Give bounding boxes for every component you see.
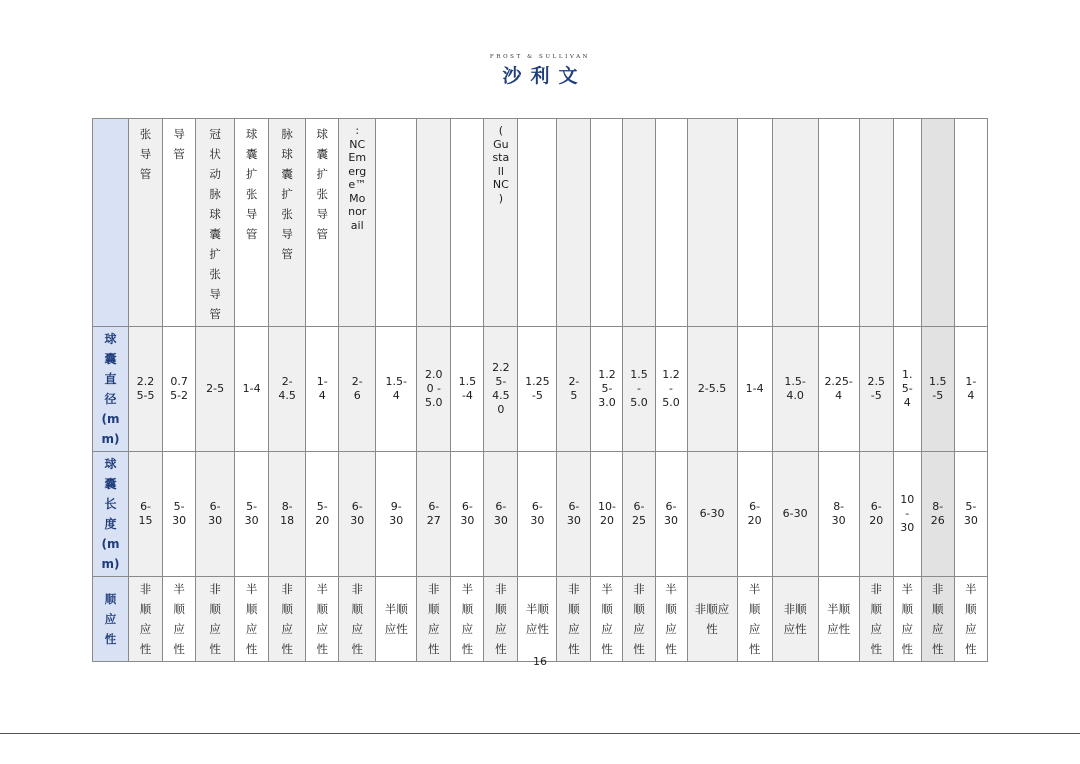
length-cell: 6- 20 <box>859 452 893 577</box>
product-name-cell <box>921 119 954 327</box>
logo-english-text: FROST & SULLIVAN <box>489 54 591 60</box>
row-header-diameter: 球 囊 直 径 (m m) <box>93 327 129 452</box>
product-name-cell <box>687 119 737 327</box>
compliance-cell: 半顺 应性 <box>376 577 417 662</box>
product-name-cell <box>818 119 859 327</box>
product-name-cell <box>893 119 921 327</box>
product-name-cell <box>376 119 417 327</box>
diameter-cell: 2.5 -5 <box>859 327 893 452</box>
compliance-cell: 非顺应 性 <box>687 577 737 662</box>
diameter-cell: 1- 4 <box>306 327 339 452</box>
compliance-cell: 非 顺 应 性 <box>129 577 163 662</box>
diameter-cell: 2- 4.5 <box>269 327 306 452</box>
product-name-cell <box>451 119 484 327</box>
product-name-cell <box>518 119 557 327</box>
length-cell: 6- 30 <box>557 452 591 577</box>
compliance-row <box>93 577 988 662</box>
compliance-cell: 半 顺 应 性 <box>591 577 623 662</box>
compliance-cell: 非 顺 应 性 <box>557 577 591 662</box>
compliance-cell: 非 顺 应 性 <box>859 577 893 662</box>
length-cell: 6- 30 <box>196 452 235 577</box>
diameter-cell: 1. 5- 4 <box>893 327 921 452</box>
diameter-cell: 0.7 5-2 <box>163 327 196 452</box>
diameter-cell: 2- 5 <box>557 327 591 452</box>
diameter-cell: 1.2 5- 3.0 <box>591 327 623 452</box>
compliance-cell: 非 顺 应 性 <box>623 577 655 662</box>
product-name-cell <box>591 119 623 327</box>
length-cell: 6-30 <box>687 452 737 577</box>
product-name-cell <box>557 119 591 327</box>
diameter-cell: 1.5 -4 <box>451 327 484 452</box>
length-cell: 10- 20 <box>591 452 623 577</box>
compliance-cell: 非 顺 应 性 <box>484 577 518 662</box>
length-cell: 6- 15 <box>129 452 163 577</box>
length-cell: 6-30 <box>772 452 818 577</box>
product-name-cell: ( Gu sta ll NC ) <box>484 119 518 327</box>
compliance-cell: 非 顺 应 性 <box>921 577 954 662</box>
diameter-cell: 2.0 0 - 5.0 <box>417 327 451 452</box>
diameter-cell: 1.5- 4 <box>376 327 417 452</box>
diameter-cell: 2.2 5- 4.5 0 <box>484 327 518 452</box>
page-number: 16 <box>533 655 547 668</box>
length-cell: 8- 18 <box>269 452 306 577</box>
length-cell: 6- 25 <box>623 452 655 577</box>
balloon-length-row <box>93 452 988 577</box>
diameter-cell: 1- 4 <box>954 327 987 452</box>
product-name-row <box>93 119 988 327</box>
product-name-cell <box>859 119 893 327</box>
diameter-cell: 2- 6 <box>339 327 376 452</box>
diameter-cell: 1.2 - 5.0 <box>655 327 687 452</box>
length-cell: 5- 30 <box>954 452 987 577</box>
length-cell: 6- 30 <box>518 452 557 577</box>
compliance-cell: 非 顺 应 性 <box>417 577 451 662</box>
diameter-cell: 1.25 -5 <box>518 327 557 452</box>
compliance-cell: 半 顺 应 性 <box>893 577 921 662</box>
logo-chinese-text: 沙利文 <box>502 65 587 87</box>
product-name-cell <box>737 119 772 327</box>
length-cell: 9- 30 <box>376 452 417 577</box>
product-name-cell: 球 囊 扩 张 导 管 <box>235 119 269 327</box>
length-cell: 6- 30 <box>451 452 484 577</box>
product-name-cell <box>655 119 687 327</box>
diameter-cell: 2.25- 4 <box>818 327 859 452</box>
row-header-compliance: 顺 应 性 <box>93 577 129 662</box>
diameter-cell: 1-4 <box>737 327 772 452</box>
length-cell: 8- 26 <box>921 452 954 577</box>
product-name-cell: 球 囊 扩 张 导 管 <box>306 119 339 327</box>
compliance-cell: 非 顺 应 性 <box>339 577 376 662</box>
length-cell: 6- 27 <box>417 452 451 577</box>
compliance-cell: 非 顺 应 性 <box>196 577 235 662</box>
compliance-cell: 非 顺 应 性 <box>269 577 306 662</box>
compliance-cell: 半 顺 应 性 <box>737 577 772 662</box>
compliance-cell: 半 顺 应 性 <box>655 577 687 662</box>
length-cell: 6- 30 <box>339 452 376 577</box>
product-name-cell <box>417 119 451 327</box>
diameter-cell: 2-5.5 <box>687 327 737 452</box>
compliance-cell: 半 顺 应 性 <box>235 577 269 662</box>
footer-divider <box>0 733 1080 734</box>
compliance-cell: 半 顺 应 性 <box>163 577 196 662</box>
compliance-cell: 半顺 应性 <box>818 577 859 662</box>
diameter-cell: 1.5- 4.0 <box>772 327 818 452</box>
product-name-cell <box>954 119 987 327</box>
length-cell: 5- 30 <box>235 452 269 577</box>
product-name-cell: 张 导 管 <box>129 119 163 327</box>
diameter-cell: 1.5 -5 <box>921 327 954 452</box>
balloon-diameter-row <box>93 327 988 452</box>
length-cell: 6- 30 <box>484 452 518 577</box>
product-name-cell: 导 管 <box>163 119 196 327</box>
product-name-cell <box>623 119 655 327</box>
row-header-cell <box>93 119 129 327</box>
diameter-cell: 2-5 <box>196 327 235 452</box>
frost-sullivan-logo <box>0 54 1080 88</box>
length-cell: 10 - 30 <box>893 452 921 577</box>
product-name-cell <box>772 119 818 327</box>
balloon-catheter-spec-table <box>92 118 988 662</box>
diameter-cell: 1.5 - 5.0 <box>623 327 655 452</box>
product-name-cell: : NC Em erg e™ Mo nor ail <box>339 119 376 327</box>
product-name-cell: 冠 状 动 脉 球 囊 扩 张 导 管 <box>196 119 235 327</box>
length-cell: 5- 30 <box>163 452 196 577</box>
length-cell: 6- 30 <box>655 452 687 577</box>
row-header-length: 球 囊 长 度 (m m) <box>93 452 129 577</box>
length-cell: 6- 20 <box>737 452 772 577</box>
compliance-cell: 半 顺 应 性 <box>306 577 339 662</box>
length-cell: 8- 30 <box>818 452 859 577</box>
product-name-cell: 脉 球 囊 扩 张 导 管 <box>269 119 306 327</box>
length-cell: 5- 20 <box>306 452 339 577</box>
diameter-cell: 1-4 <box>235 327 269 452</box>
compliance-cell: 半 顺 应 性 <box>954 577 987 662</box>
compliance-cell: 半顺 应性 <box>518 577 557 662</box>
compliance-cell: 非顺 应性 <box>772 577 818 662</box>
compliance-cell: 半 顺 应 性 <box>451 577 484 662</box>
diameter-cell: 2.2 5-5 <box>129 327 163 452</box>
